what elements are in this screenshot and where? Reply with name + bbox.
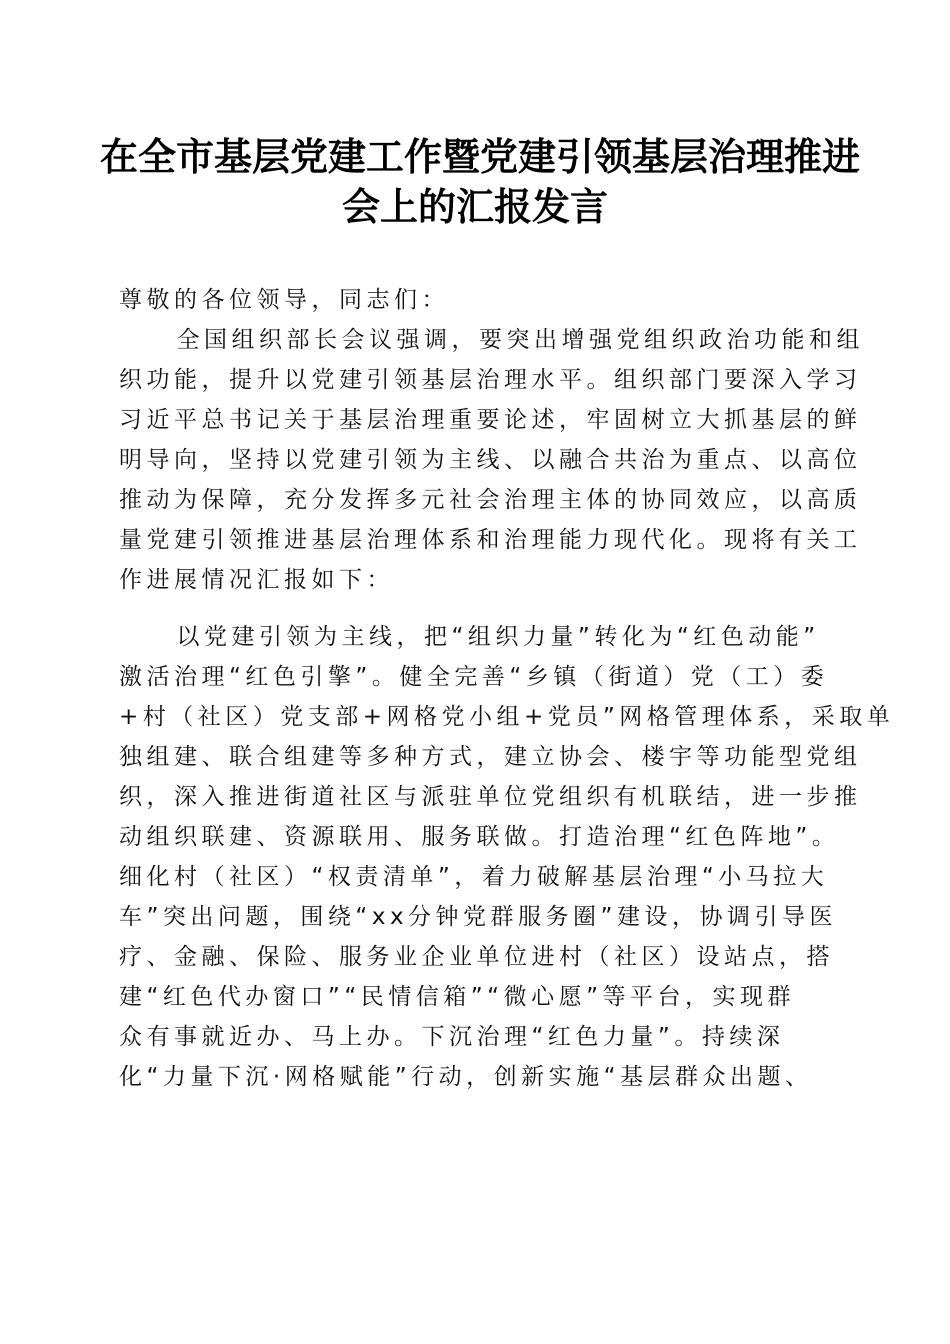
document-body [119,280,895,1097]
text-line: 明导向，坚持以党建引领为主线、以融合共治为重点、以高位 [119,447,862,473]
text-line: 疗、金融、保险、服务业企业单位进村（社区）设站点，搭 [119,944,834,970]
text-line: 车”突出问题，围绕“xx分钟党群服务圈”建设，协调引导医 [119,904,837,930]
text-line: 全国组织部长会议强调，要突出增强党组织政治功能和组 [176,327,864,353]
text-line: 织功能，提升以党建引领基层治理水平。组织部门要深入学习 [119,367,862,393]
text-line: 激活治理“红色引擎”。健全完善“乡镇（街道）党（工）委 [119,664,829,690]
text-line: 量党建引领推进基层治理体系和治理能力现代化。现将有关工 [119,527,862,553]
text-line: 推动为保障，充分发挥多元社会治理主体的协同效应，以高质 [119,487,862,513]
text-line: 动组织联建、资源联用、服务联做。打造治理“红色阵地”。 [119,824,840,850]
text-line: 习近平总书记关于基层治理重要论述，牢固树立大抓基层的鲜 [119,407,862,433]
salutation: 尊敬的各位领导，同志们： [119,287,449,313]
text-line: 织，深入推进街道社区与派驻单位党组织有机联结，进一步推 [119,784,862,810]
paragraph-intro [119,320,864,600]
text-line: 以党建引领为主线，把“组织力量”转化为“红色动能” [176,624,820,650]
text-line: 建“红色代办窗口”“民情信箱”“微心愿”等平台，实现群 [119,984,795,1010]
text-line: +村（社区）党支部+网格党小组+党员”网格管理体系，采取单 [119,704,895,730]
text-line: 独组建、联合组建等多种方式，建立协会、楼宇等功能型党组 [119,744,862,770]
text-line: 细化村（社区）“权责清单”，着力破解基层治理“小马拉大 [119,864,829,890]
title-line-1: 在全市基层党建工作暨党建引领基层治理推进 [100,134,861,179]
title-line-2: 会上的汇报发言 [341,184,608,229]
text-line: 化“力量下沉·网格赋能”行动，创新实施“基层群众出题、 [119,1064,813,1090]
text-line: 众有事就近办、马上办。下沉治理“红色力量”。持续深 [119,1024,785,1050]
text-line: 作进展情况汇报如下： [119,567,394,593]
paragraph-main [119,617,895,1097]
document-title [100,132,861,232]
